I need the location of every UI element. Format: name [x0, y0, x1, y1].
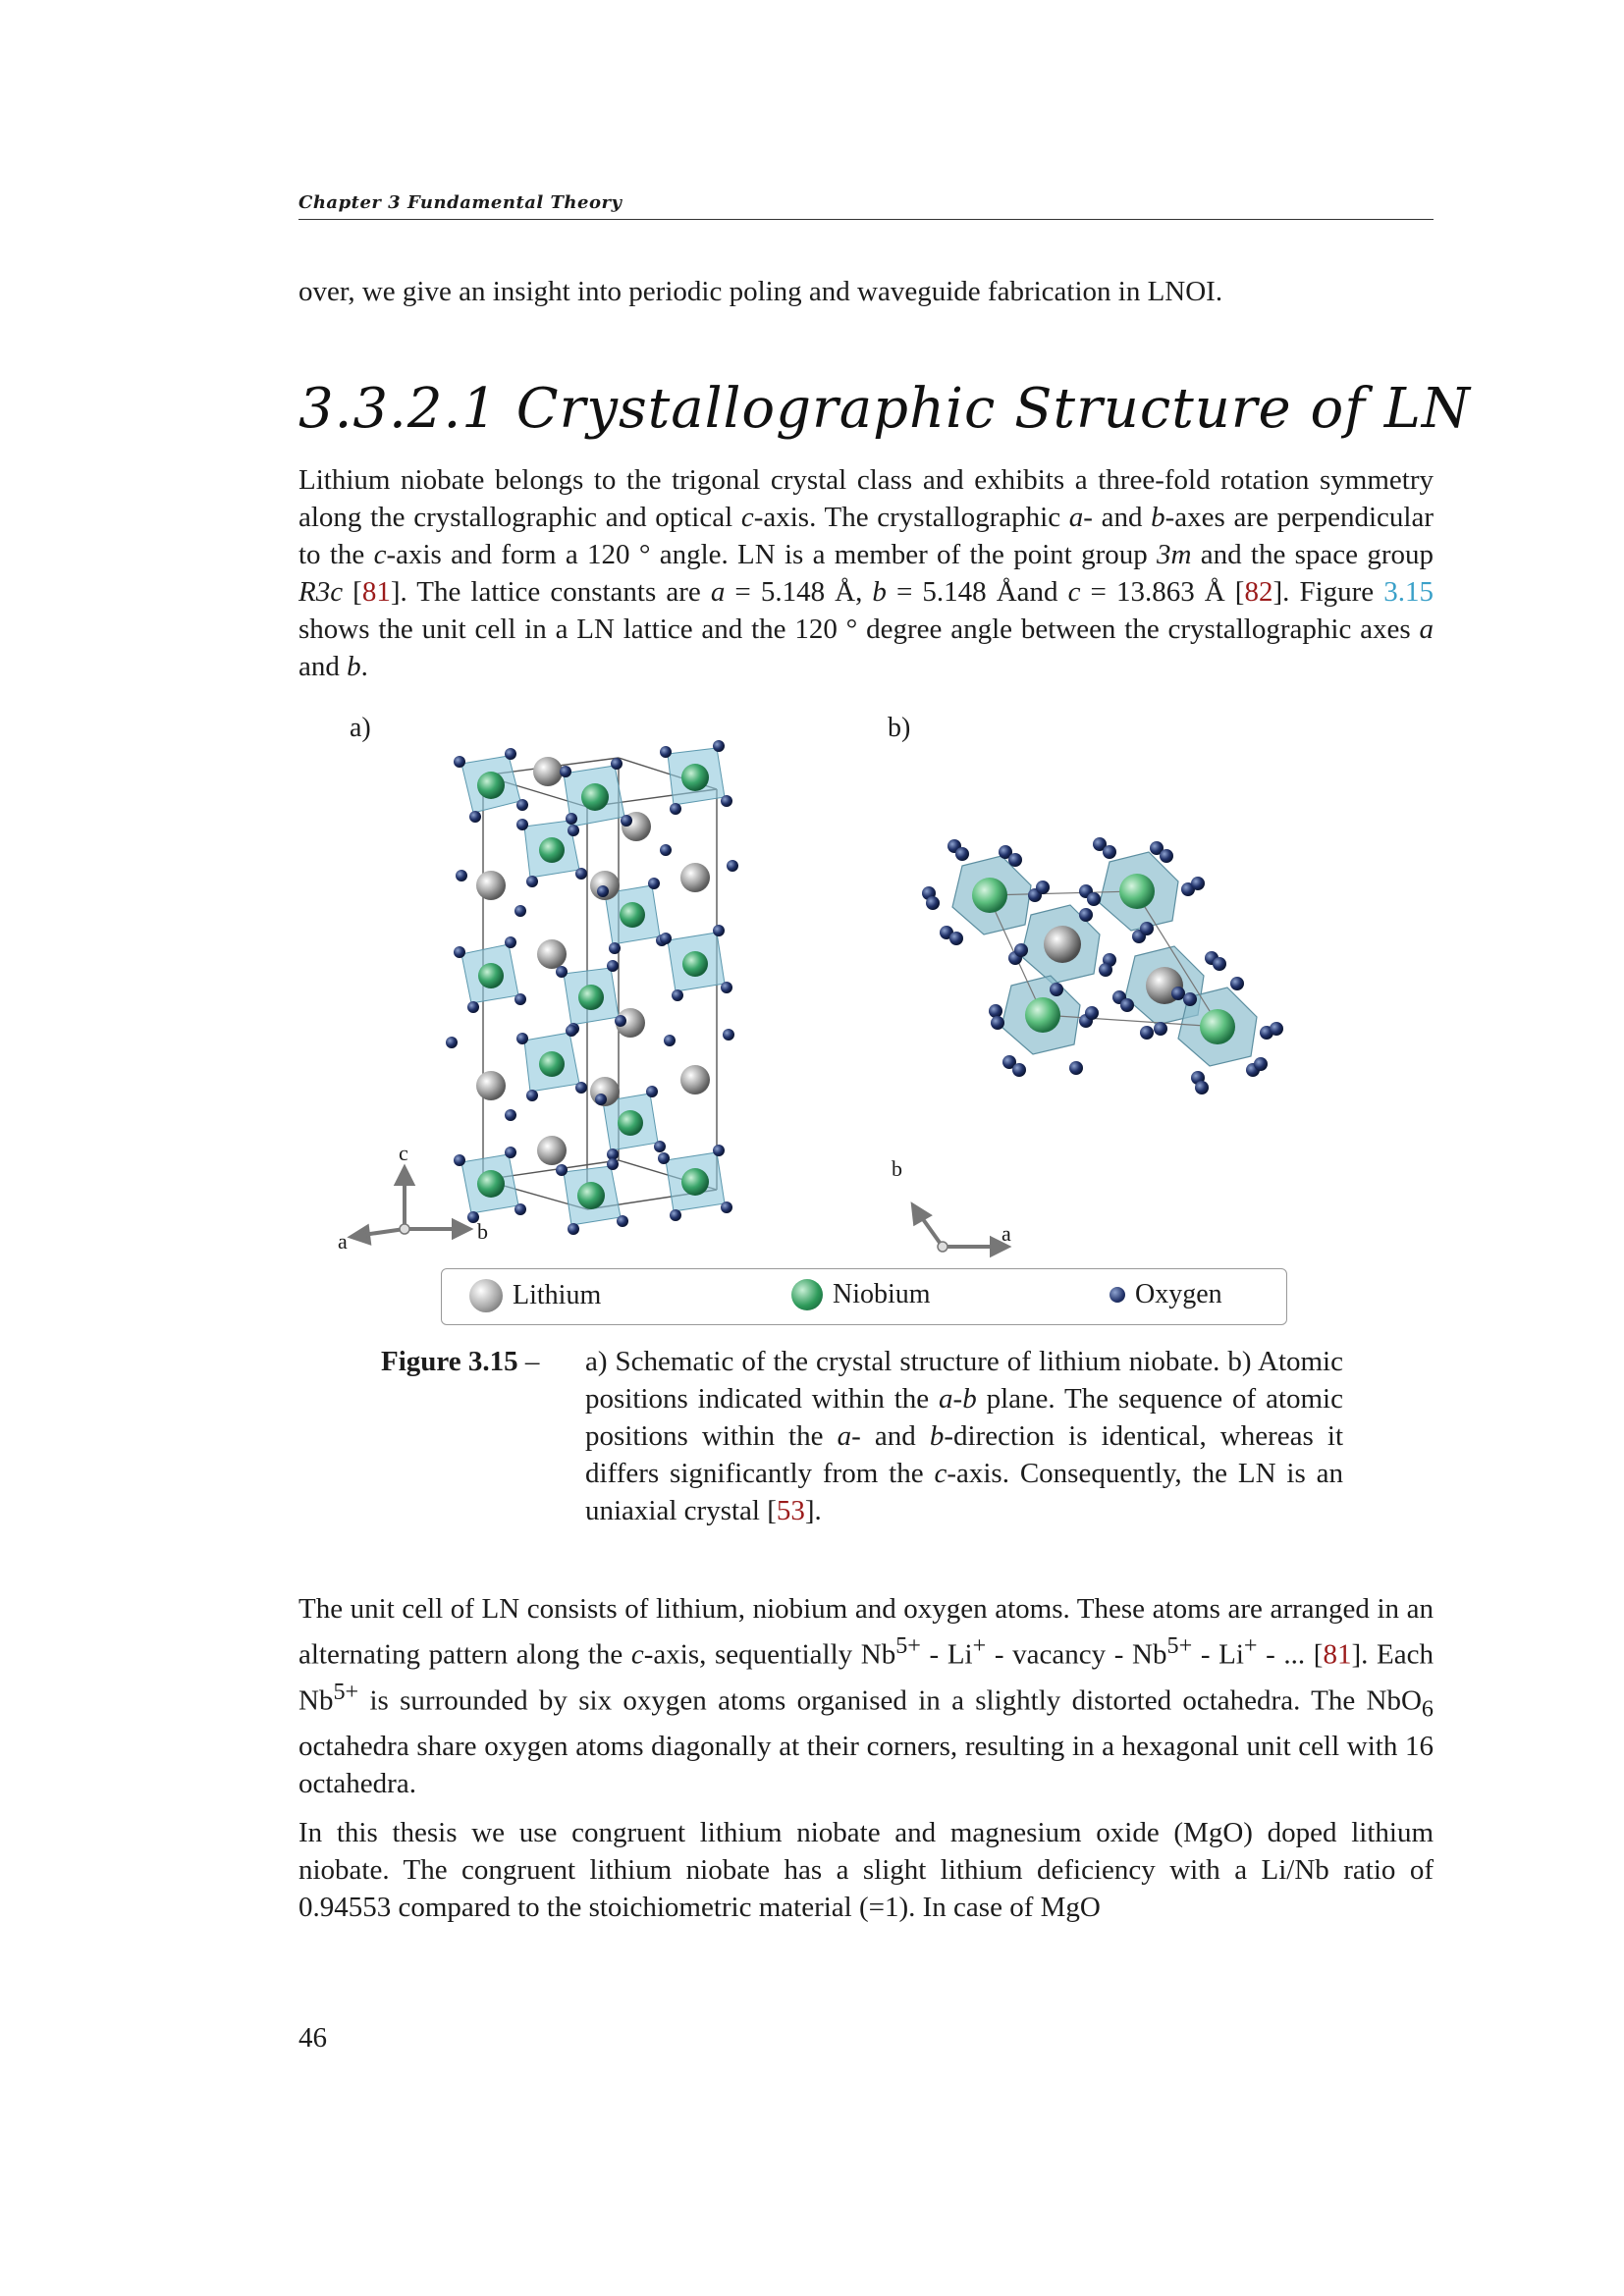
figure-3-15: [324, 709, 1306, 1337]
page-number: 46: [298, 2022, 327, 2054]
axis-label-a2: a: [1001, 1221, 1011, 1246]
niobium-swatch-icon: [791, 1279, 823, 1310]
oxygen-swatch-icon: [1110, 1287, 1125, 1303]
axis-label-c: c: [399, 1141, 408, 1165]
axis-label-b: b: [477, 1219, 488, 1244]
panel-b-ab-plane-diagram: [903, 827, 1286, 1141]
axis-label-a: a: [338, 1229, 348, 1254]
running-header: Chapter 3 Fundamental Theory: [298, 192, 1434, 220]
caption-lead: Figure 3.15 –: [381, 1346, 540, 1377]
legend-lithium-label: Lithium: [513, 1280, 602, 1310]
legend-niobium-label: Niobium: [833, 1279, 931, 1309]
axis-triad-a: [334, 1141, 530, 1258]
legend-niobium: [791, 1279, 931, 1310]
section-heading: 3.3.2.1 Crystallographic Structure of LN: [298, 377, 1471, 441]
citation-link[interactable]: 82: [1244, 576, 1273, 608]
panel-b-label: b): [888, 713, 911, 743]
legend-lithium: [469, 1279, 601, 1312]
citation-link[interactable]: 81: [1323, 1638, 1352, 1671]
panel-a-label: a): [350, 713, 371, 743]
axis-triad-b: [893, 1170, 1051, 1278]
legend-oxygen-label: Oxygen: [1135, 1279, 1222, 1309]
citation-link[interactable]: 81: [361, 576, 391, 608]
citation-link[interactable]: 53: [776, 1495, 805, 1526]
intro-line: over, we give an insight into periodic poling and waveguide fabrication in LNOI.: [298, 276, 1223, 307]
figure-reference-link[interactable]: 3.15: [1383, 576, 1434, 608]
paragraph-crystal-class: Lithium niobate belongs to the trigonal crystal class and exhibits a three-fold rotation symmetry along the crystallographic and optical c-axis. The crystallographic a- and b-axes are perpendicular to the c-axis and form a 120 ° angle. LN is a member of the point group 3m and the space group R3c [81]. The lattice constants are a = 5.148 Å, b = 5.148 Åand c = 13.863 Å [82]. Figure 3.15 shows the unit cell in a LN lattice and the 120 ° degree angle between the crystallographic axes a and b.: [298, 464, 1434, 682]
paragraph-congruent-ln: In this thesis we use congruent lithium niobate and magnesium oxide (MgO) doped lithium niobate. The congruent lithium niobate has a slight lithium deficiency with a Li/Nb ratio of 0.94553 compared to the stoichiometric material (=1). In case of MgO: [298, 1817, 1434, 1923]
figure-legend: [441, 1268, 1287, 1325]
lithium-swatch-icon: [469, 1279, 503, 1312]
caption-text: a) Schematic of the crystal structure of lithium niobate. b) Atomic positions indicated within the a-b plane. The sequence of atomic positions within the a- and b-direction is identical, whereas it differs significantly from the c-axis. Consequently, the LN is an uniaxial crystal [53].: [585, 1346, 1344, 1526]
paragraph-unit-cell: The unit cell of LN consists of lithium, niobium and oxygen atoms. These atoms are arranged in an alternating pattern along the c-axis, sequentially $Nb^{5+} - Li^+$ - vacancy - $Nb^{5+} - Li^+$ - ... [81]. Each $Nb^{5+}$ is surrounded by six oxygen atoms organised in a slightly distorted octahedra. The NbO$_6$ octahedra share oxygen atoms diagonally at their corners, resulting in a hexagonal unit cell with 16 octahedra.: [298, 1593, 1434, 1800]
legend-oxygen: [1110, 1279, 1222, 1310]
axis-label-b2: b: [892, 1156, 902, 1181]
